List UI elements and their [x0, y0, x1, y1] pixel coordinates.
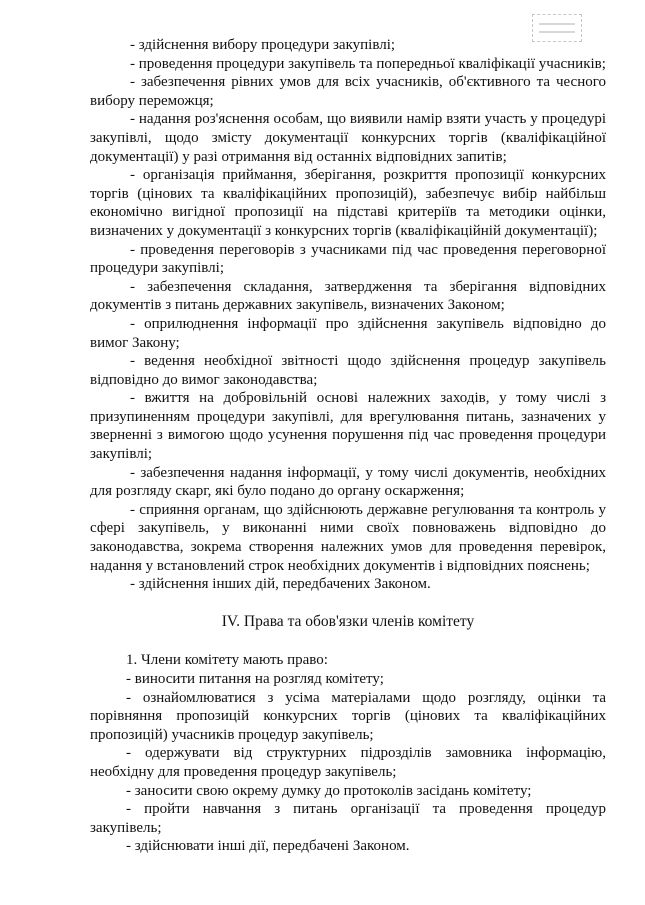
list-item: - здійснення вибору процедури закупівлі; [130, 37, 396, 53]
list-item: - забезпечення складання, затвердження та зберігання відповідних документів з питань державних закупівель, визначених Законом; [90, 278, 606, 314]
list-item: - ознайомлюватися з усіма матеріалами щодо розгляду, оцінки та порівняння пропозицій конкурсних торгів (цінових та кваліфікаційних пропозицій) учасників процедур закупівель; [90, 689, 606, 743]
list-item: - оприлюднення інформації про здійснення закупівель відповідно до вимог Закону; [90, 315, 606, 351]
rights-intro: 1. Члени комітету мають право: [126, 652, 328, 669]
list-item: - здійснення інших дій, передбачених Законом. [130, 576, 431, 593]
list-item: - проведення переговорів з учасниками під час проведення переговорної процедури закупівлі; [90, 241, 606, 277]
list-item: - вжиття на добровільній основі належних заходів, у тому числі з призупиненням процедури закупівлі, для врегулювання питань, зазначених у зверненні з вимогою щодо усунення порушення під час проведення процедури закупівлі; [90, 390, 606, 463]
list-item: - забезпечення рівних умов для всіх учасників, об'єктивного та чесного вибору переможця; [90, 74, 606, 109]
list-item: - організація приймання, зберігання, розкриття пропозиції конкурсних торгів (цінових та кваліфікаційних пропозицій), забезпечує вибір найбільш економічно вигідної пропозиції на підставі критеріїв та методики оцінки, визначених у документації з конкурсних торгів (кваліфікаційній документації); [90, 167, 606, 239]
list-item: - проведення процедури закупівель та попередньої кваліфікації учасників; [130, 55, 606, 72]
list-item: - сприяння органам, що здійснюють державне регулювання та контроль у сфері закупівель, у виконанні ними своїх повноважень відповідно до законодавства, зокрема створення належних умов для проведення перевірок, надання у встановлений строк необхідних документів і відповідних пояснень; [90, 501, 606, 574]
section-heading: IV. Права та обов'язки членів комітету [221, 612, 475, 630]
list-item: - виносити питання на розгляд комітету; [126, 671, 384, 687]
list-item: - одержувати від структурних підрозділів замовника інформацію, необхідну для проведення процедур закупівель; [90, 745, 606, 780]
document-body [90, 36, 606, 856]
list-item: - забезпечення надання інформації, у тому числі документів, необхідних для розгляду скарг, які було подано до органу оскарження; [90, 464, 606, 500]
list-item: - заносити свою окрему думку до протоколів засідань комітету; [126, 782, 532, 799]
list-item: - здійснювати інші дії, передбачені Законом. [126, 838, 410, 855]
list-item: - ведення необхідної звітності щодо здійснення процедур закупівель відповідно до вимог законодавства; [90, 353, 606, 388]
list-item: - надання роз'яснення особам, що виявили намір взяти участь у процедурі закупівлі, щодо змісту документації конкурсних торгів (кваліфікаційної документації) у разі отримання від останніх відповідних запитів; [90, 111, 606, 165]
list-item: - пройти навчання з питань організації та проведення процедур закупівель; [90, 801, 606, 836]
